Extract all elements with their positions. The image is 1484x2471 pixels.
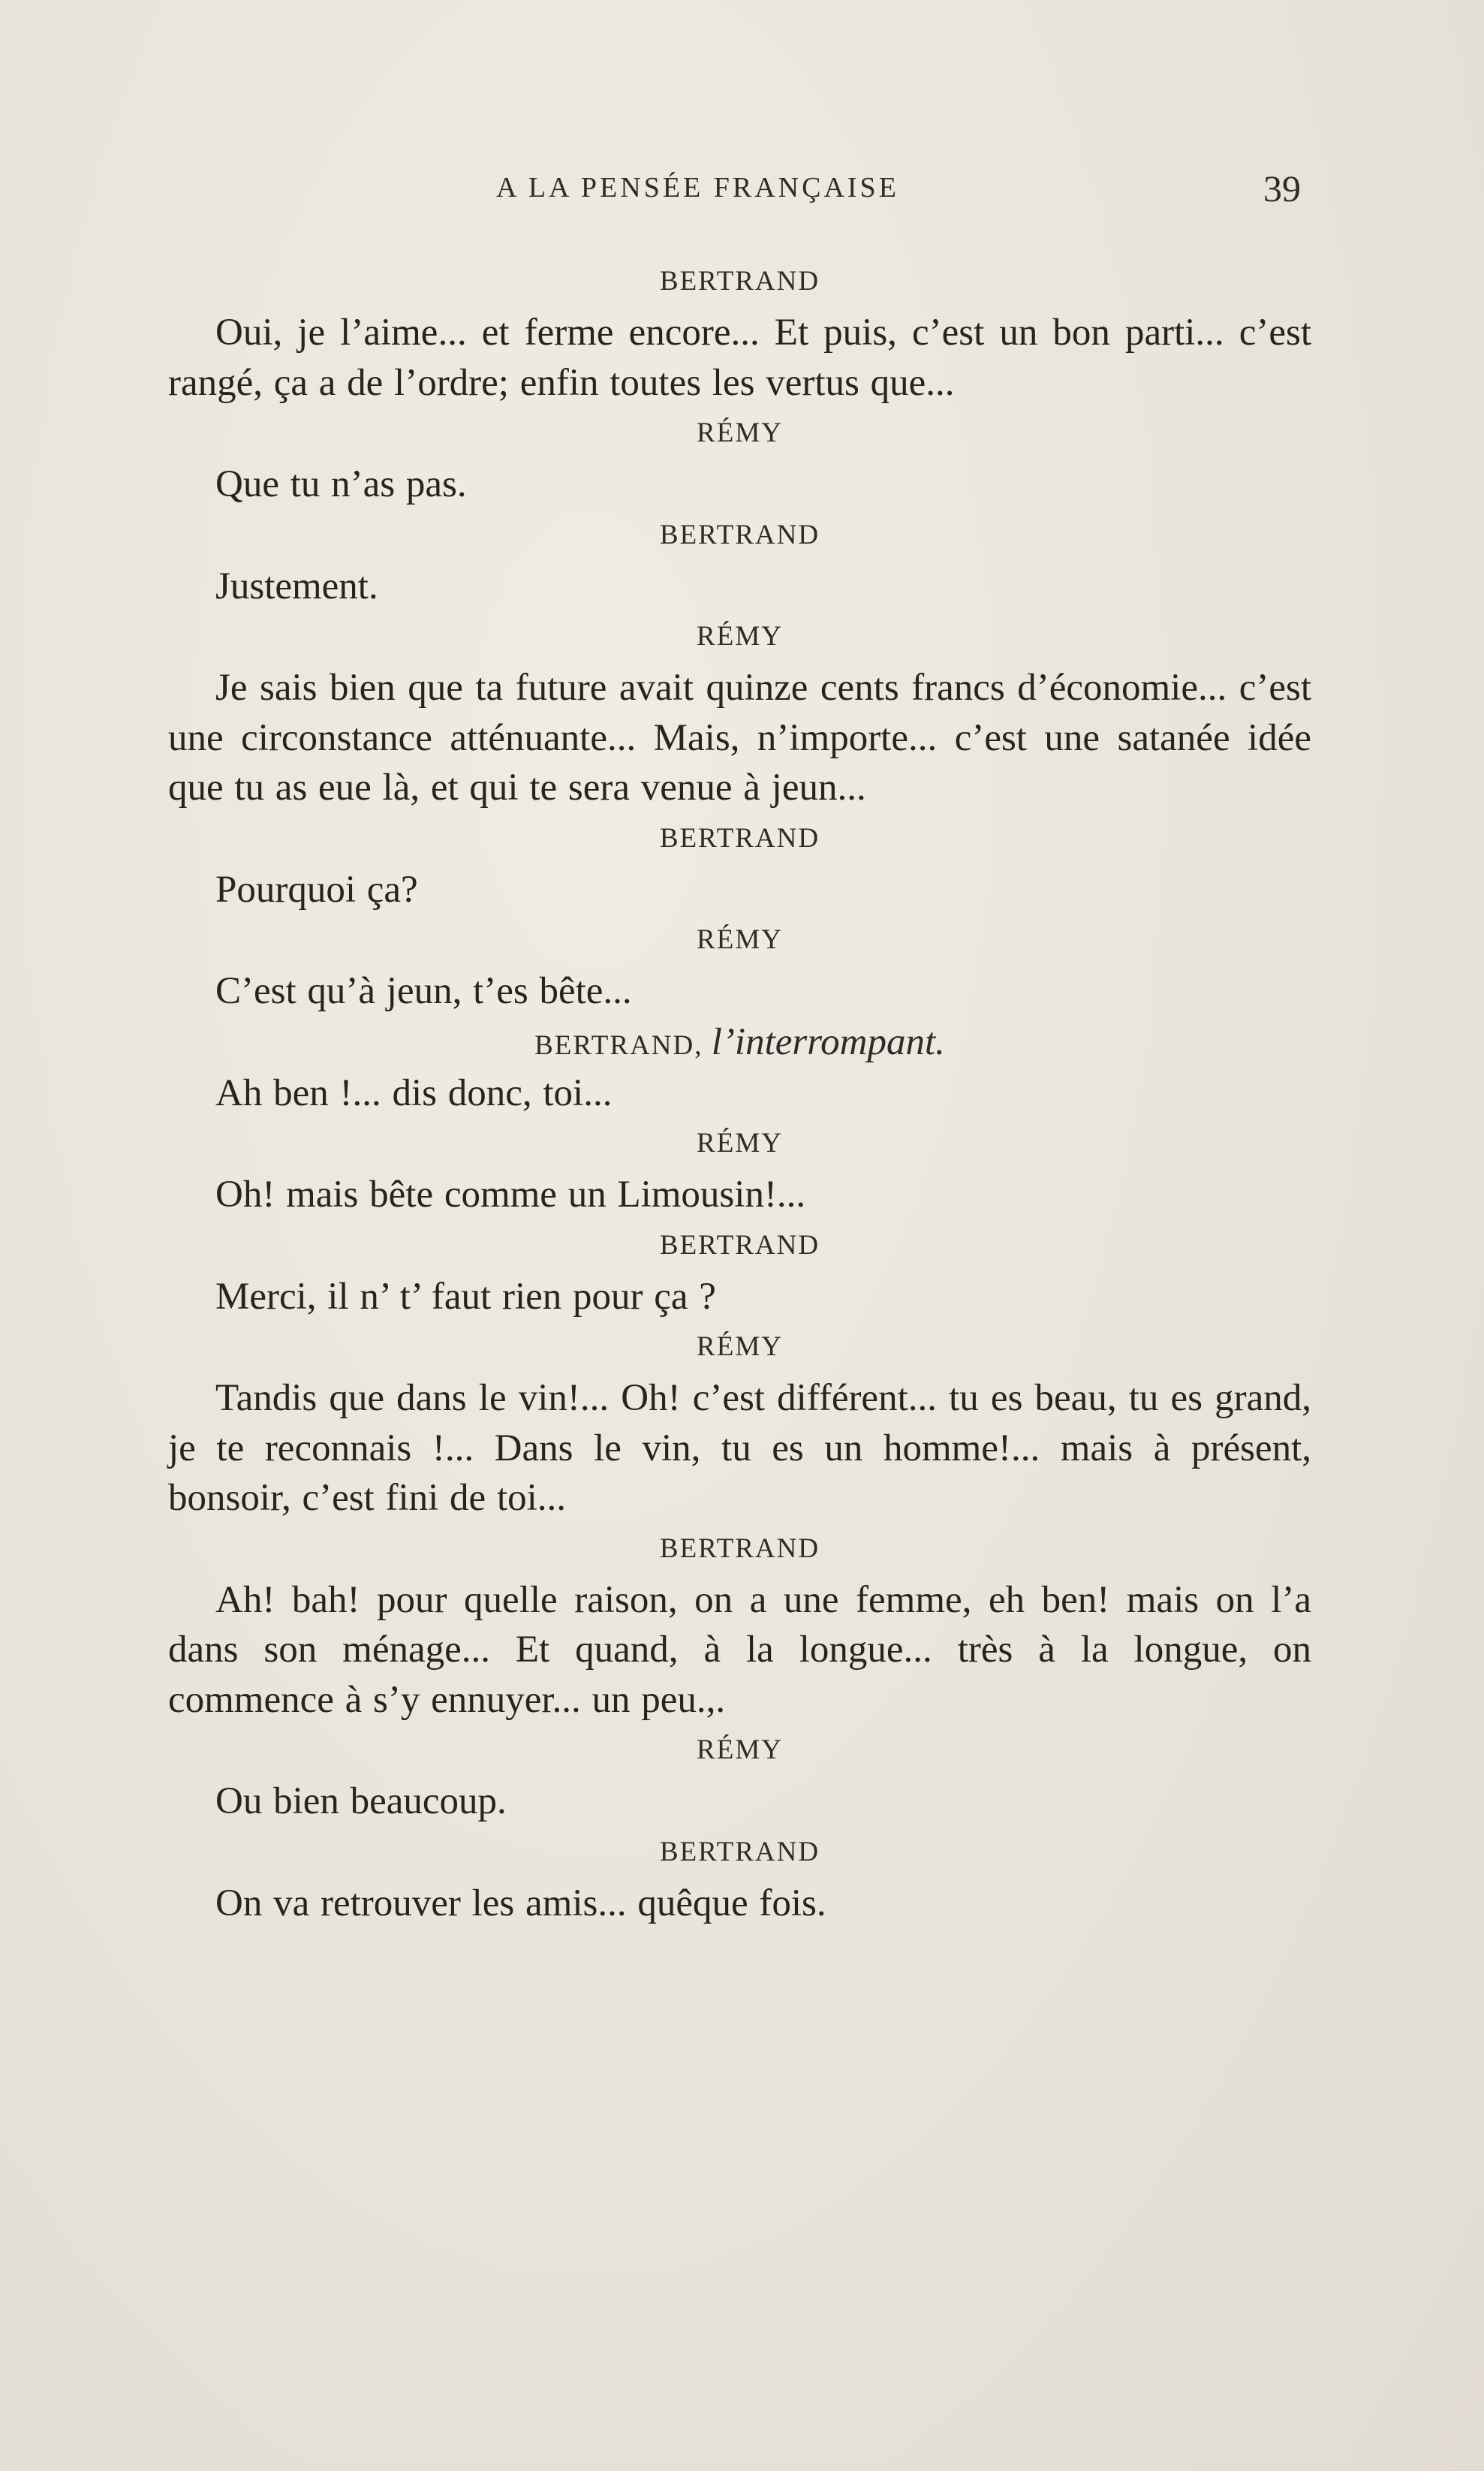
speaker-name: [168, 1016, 1311, 1068]
speech-text: Que tu n’as pas.: [215, 463, 467, 505]
dialogue-block: [168, 610, 1311, 813]
speech-text: Merci, il n’ t’ faut rien pour ça ?: [215, 1275, 716, 1318]
speech-text: Justement.: [215, 565, 378, 607]
speaker-label: RÉMY: [697, 417, 783, 448]
speaker-name: [168, 255, 1311, 308]
dialogue-block: [168, 1016, 1311, 1119]
speaker-name: [168, 1219, 1311, 1272]
speaker-name: [168, 1117, 1311, 1170]
dialogue-block: [168, 1321, 1311, 1523]
speaker-label: BERTRAND: [659, 822, 820, 854]
speech-text: Tandis que dans le vin!... Oh! c’est différent... tu es beau, tu es grand, je te reconnais !... Dans le vin, tu es un homme!... mais à présent, bonsoir, c’est fini de toi...: [168, 1377, 1311, 1519]
speaker-name: [168, 1321, 1311, 1373]
speech-text: C’est qu’à jeun, t’es bête...: [215, 970, 632, 1012]
stage-direction: l’interrompant.: [711, 1020, 945, 1063]
running-title: A LA PENSÉE FRANÇAISE: [496, 172, 899, 203]
speech-text: Pourquoi ça?: [215, 868, 418, 911]
dialogue-block: [168, 812, 1311, 915]
dialogue-block: [168, 914, 1311, 1017]
speaker-name: [168, 1724, 1311, 1776]
dialogue-block: [168, 1724, 1311, 1827]
running-head: [0, 167, 1484, 212]
speaker-name: [168, 812, 1311, 865]
dialogue-block: [168, 1219, 1311, 1322]
dialogue-block: [168, 407, 1311, 510]
speaker-label: RÉMY: [697, 1128, 783, 1159]
speech-text: Oh! mais bête comme un Limousin!...: [215, 1174, 806, 1216]
speaker-label: BERTRAND,: [534, 1029, 703, 1061]
speech-text: Je sais bien que ta future avait quinze cents francs d’économie... c’est une circonstance atténuante... Mais, n’importe... c’est une satanée idée que tu as eue là, et qui te sera venue à jeun...: [168, 667, 1311, 809]
dialogue-body: [168, 255, 1311, 1927]
dialogue-block: [168, 1117, 1311, 1220]
speaker-label: BERTRAND: [659, 266, 820, 297]
dialogue-block: [168, 255, 1311, 408]
page-number: 39: [1263, 167, 1301, 209]
dialogue-block: [168, 509, 1311, 612]
speaker-name: [168, 1826, 1311, 1879]
speaker-label: BERTRAND: [659, 1229, 820, 1261]
speaker-name: [168, 509, 1311, 562]
speaker-label: RÉMY: [697, 1331, 783, 1362]
speaker-label: BERTRAND: [659, 519, 820, 550]
dialogue-block: [168, 1523, 1311, 1725]
speaker-label: BERTRAND: [659, 1532, 820, 1564]
speech-text: Oui, je l’aime... et ferme encore... Et puis, c’est un bon parti... c’est rangé, ça a de l’ordre; enfin toutes les vertus que...: [168, 312, 1311, 404]
speaker-name: [168, 914, 1311, 966]
speaker-label: BERTRAND: [659, 1836, 820, 1867]
speech-text: On va retrouver les amis... quêque fois.: [215, 1882, 826, 1924]
speaker-name: [168, 407, 1311, 460]
dialogue-block: [168, 1826, 1311, 1929]
speech-text: Ah! bah! pour quelle raison, on a une femme, eh ben! mais on l’a dans son ménage... Et quand, à la longue... très à la longue, on commence à s’y ennuyer... un peu.,.: [168, 1578, 1311, 1721]
speaker-name: [168, 610, 1311, 663]
speaker-label: RÉMY: [697, 621, 783, 652]
speaker-label: RÉMY: [697, 924, 783, 955]
speech-text: Ah ben !... dis donc, toi...: [215, 1071, 613, 1114]
speaker-name: [168, 1523, 1311, 1575]
speech-text: Ou bien beaucoup.: [215, 1780, 507, 1822]
speaker-label: RÉMY: [697, 1734, 783, 1765]
